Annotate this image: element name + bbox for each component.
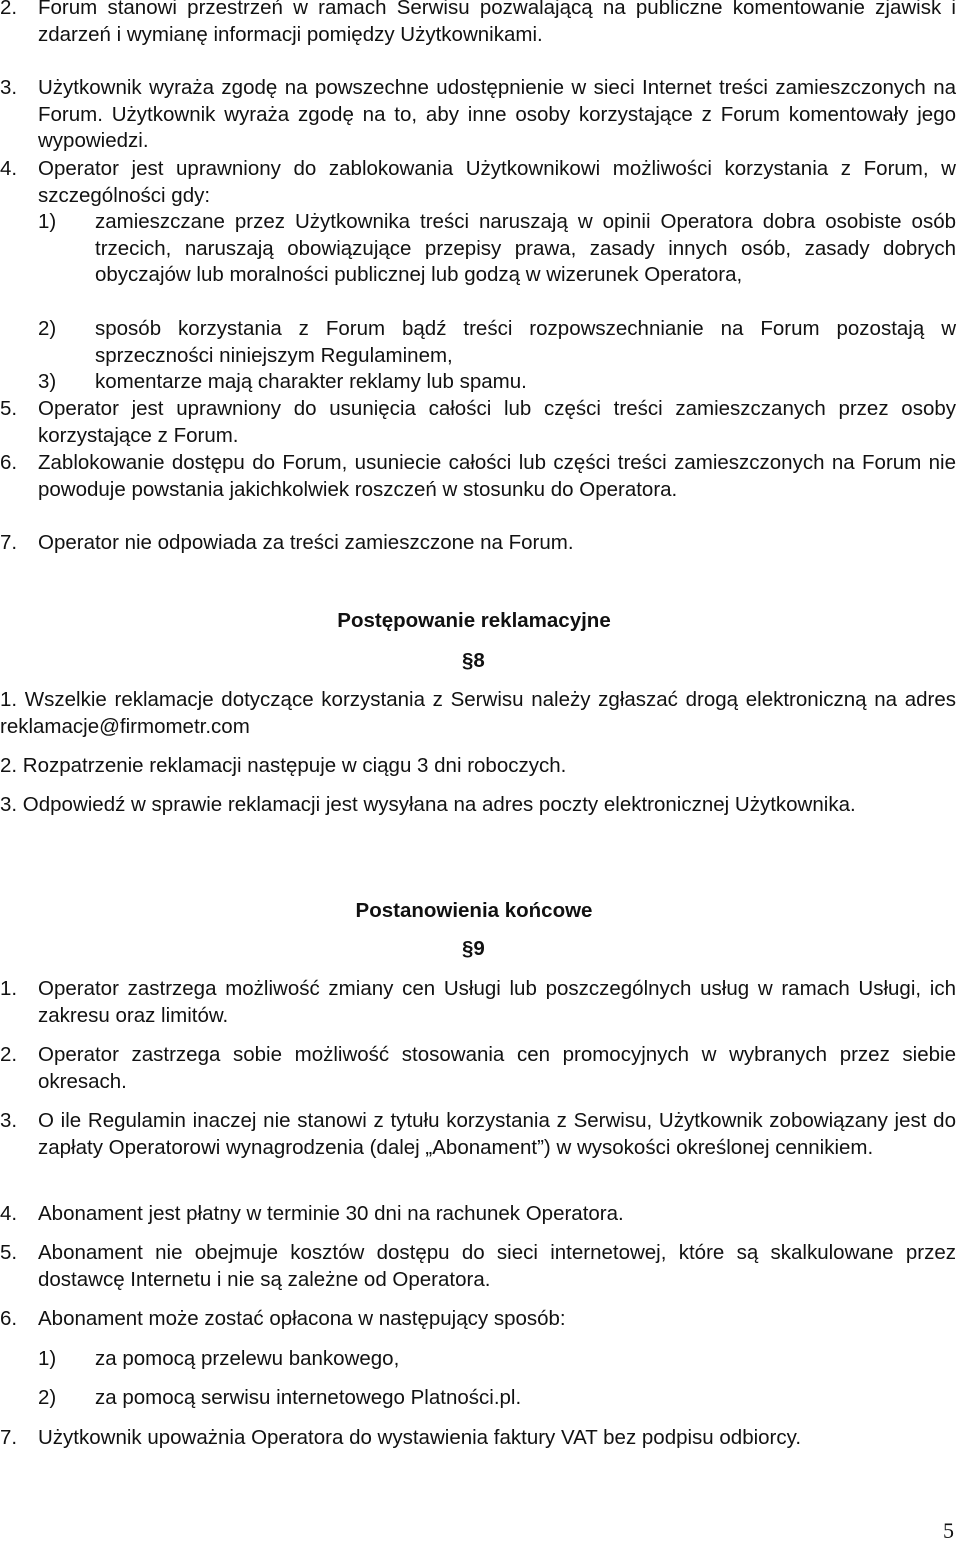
- list-item-number: 5.: [0, 397, 18, 420]
- list-item: [0, 0, 956, 48]
- list-item: [0, 75, 956, 155]
- list-item-text: O ile Regulamin inaczej nie stanowi z tytułu korzystania z Serwisu, Użytkownik zobowiązany jest do zapłaty Operatorowi wynagrodzenia (dalej „Abonament”) w wysokości określonej cennikiem.: [38, 1109, 956, 1159]
- list-item: [0, 1306, 956, 1333]
- list-item-text: Operator nie odpowiada za treści zamieszczone na Forum.: [38, 531, 574, 554]
- paragraph: 1. Wszelkie reklamacje dotyczące korzystania z Serwisu należy zgłaszać drogą elektroniczną na adres reklamacje@firmometr.com: [0, 688, 956, 738]
- paragraph: 3. Odpowiedź w sprawie reklamacji jest wysyłana na adres poczty elektronicznej Użytkownika.: [0, 793, 856, 816]
- list-item: [0, 1425, 956, 1452]
- sub-list-item-text: za pomocą serwisu internetowego Platności.pl.: [95, 1386, 522, 1409]
- sub-list-item-text: komentarze mają charakter reklamy lub spamu.: [95, 370, 527, 393]
- list-item-number: 6.: [0, 1307, 18, 1330]
- list-item-number: 6.: [0, 451, 18, 474]
- list-item-text: Operator zastrzega sobie możliwość stosowania cen promocyjnych w wybranych przez siebie okresach.: [38, 1043, 956, 1093]
- page-number: 5: [943, 1518, 954, 1543]
- sub-list-item: [38, 209, 956, 289]
- list-item-text: Operator jest uprawniony do zablokowania Użytkownikowi możliwości korzystania z Forum, w szczególności gdy:: [38, 157, 956, 207]
- section-heading: Postępowanie reklamacyjne: [337, 609, 611, 632]
- list-item-number: 4.: [0, 1202, 18, 1225]
- list-item-text: Operator zastrzega możliwość zmiany cen Usługi lub poszczególnych usług w ramach Usługi, ich zakresu oraz limitów.: [38, 977, 956, 1027]
- list-item: [0, 1042, 956, 1095]
- paragraph: 2. Rozpatrzenie reklamacji następuje w ciągu 3 dni roboczych.: [0, 754, 567, 777]
- list-item-number: 2.: [0, 1043, 18, 1066]
- sub-list-item-text: za pomocą przelewu bankowego,: [95, 1347, 400, 1370]
- list-item-text: Abonament jest płatny w terminie 30 dni na rachunek Operatora.: [38, 1202, 624, 1225]
- list-item-number: 5.: [0, 1241, 18, 1264]
- list-item-text: Operator jest uprawniony do usunięcia całości lub części treści zamieszczanych przez osoby korzystające z Forum.: [38, 397, 956, 447]
- list-item-text: Forum stanowi przestrzeń w ramach Serwisu pozwalającą na publiczne komentowanie zjawisk i zdarzeń i wymianę informacji pomiędzy Użytkownikami.: [38, 0, 956, 46]
- section-number: §8: [462, 649, 485, 672]
- sub-list-item-number: 3): [38, 370, 57, 393]
- list-item-text: Abonament nie obejmuje kosztów dostępu do sieci internetowej, które są skalkulowane przez dostawcę Internetu i nie są zależne od Operatora.: [38, 1241, 956, 1291]
- list-item-number: 1.: [0, 977, 18, 1000]
- sub-list-item: [38, 316, 956, 369]
- list-item: [0, 1240, 956, 1293]
- list-item-number: 2.: [0, 0, 18, 19]
- sub-list-item: [38, 369, 956, 396]
- list-item-text: Użytkownik wyraża zgodę na powszechne udostępnienie w sieci Internet treści zamieszczonych na Forum. Użytkownik wyraża zgodę na to, aby inne osoby korzystające z Forum komentowały jego wypowiedzi.: [38, 76, 956, 153]
- list-item-number: 4.: [0, 157, 18, 180]
- list-item: [0, 1108, 956, 1161]
- list-item-number: 7.: [0, 1426, 18, 1449]
- section-number: §9: [462, 937, 485, 960]
- sub-list-item: [38, 1385, 956, 1412]
- list-item: [0, 1201, 956, 1228]
- sub-list-item-number: 1): [38, 210, 57, 233]
- list-item-text: Użytkownik upoważnia Operatora do wystawienia faktury VAT bez podpisu odbiorcy.: [38, 1426, 802, 1449]
- list-item: [0, 156, 956, 209]
- sub-list-item-number: 2): [38, 1386, 57, 1409]
- list-item-text: Abonament może zostać opłacona w następujący sposób:: [38, 1307, 566, 1330]
- sub-list-item-text: zamieszczane przez Użytkownika treści naruszają w opinii Operatora dobra osobiste osób trzecich, naruszają obowiązujące przepisy prawa, zasady innych osób, zasady dobrych obyczajów lub moralności publicznej lub godzą w wizerunek Operatora,: [95, 210, 956, 287]
- list-item-number: 3.: [0, 1109, 18, 1132]
- sub-list-item-number: 2): [38, 317, 57, 340]
- list-item: [0, 396, 956, 449]
- section-heading: Postanowienia końcowe: [355, 899, 593, 922]
- list-item-text: Zablokowanie dostępu do Forum, usuniecie całości lub części treści zamieszczonych na Forum nie powoduje powstania jakichkolwiek roszczeń w stosunku do Operatora.: [38, 451, 956, 501]
- list-item: [0, 530, 956, 557]
- sub-list-item: [38, 1346, 956, 1373]
- list-item: [0, 450, 956, 503]
- list-item-number: 3.: [0, 76, 18, 99]
- list-item-number: 7.: [0, 531, 18, 554]
- sub-list-item-text: sposób korzystania z Forum bądź treści rozpowszechnianie na Forum pozostają w sprzeczności niniejszym Regulaminem,: [95, 317, 956, 367]
- sub-list-item-number: 1): [38, 1347, 57, 1370]
- list-item: [0, 976, 956, 1029]
